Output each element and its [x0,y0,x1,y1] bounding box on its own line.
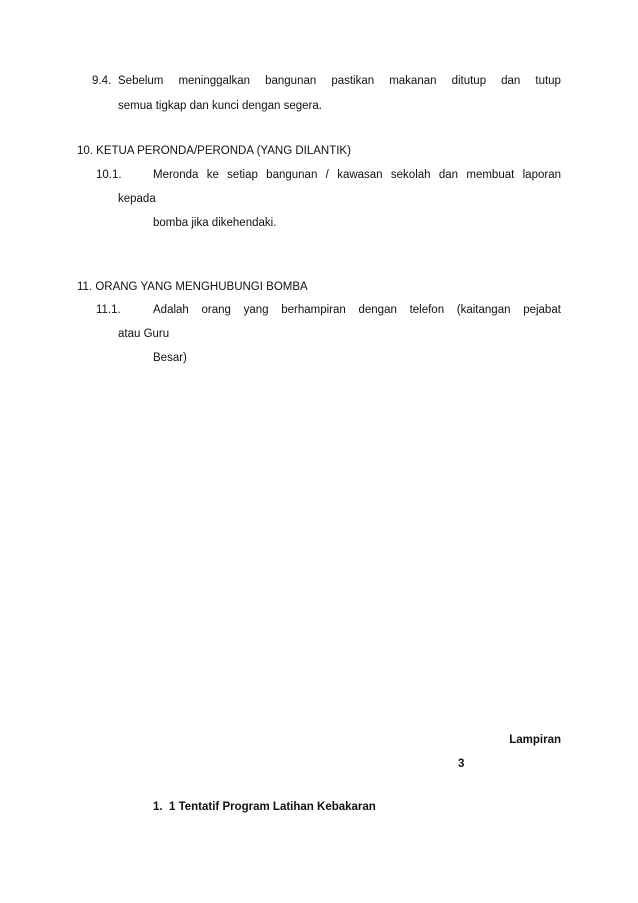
item-11-1-line-1 [153,303,561,317]
word: dan [501,75,521,87]
item-10-1-line-1: Meronda ke setiap bangunan / kawasan sekolah dan membuat laporan [153,169,561,181]
word: Sebelum [118,75,164,87]
item-10-1-line-2: kepada [118,193,156,205]
section-10-heading: 10. KETUA PERONDA/PERONDA (YANG DILANTIK) [77,145,351,157]
word: yang [243,304,269,316]
word: Adalah [153,304,189,316]
item-9-4-line-1 [118,74,561,88]
appendix-label: Lampiran [509,734,561,746]
word: berhampiran [281,304,346,316]
item-10-1-line-3: bomba jika dikehendaki. [153,217,277,229]
section-11-heading: 11. ORANG YANG MENGHUBUNGI BOMBA [77,281,308,293]
item-11-1-line-2: atau Guru [118,328,170,340]
item-9-4-line-2: semua tigkap dan kunci dengan segera. [118,100,322,112]
item-number-9-4: 9.4. [92,75,112,87]
word: bangunan [265,75,317,87]
word: makanan [389,75,437,87]
appendix-number: 3 [458,758,465,770]
word: dengan [358,304,397,316]
word: telefon [409,304,445,316]
item-11-1-line-3: Besar) [153,352,187,364]
word: meninggalkan [178,75,251,87]
word: ditutup [451,75,487,87]
item-number-10-1: 10.1. [96,169,122,181]
word: orang [201,304,231,316]
word: pastikan [331,75,375,87]
item-number-11-1: 11.1. [96,304,121,316]
word: tutup [535,75,561,87]
word: (kaitangan [456,304,511,316]
appendix-title: 1. 1 Tentatif Program Latihan Kebakaran [153,801,376,813]
word: pejabat [523,304,561,316]
